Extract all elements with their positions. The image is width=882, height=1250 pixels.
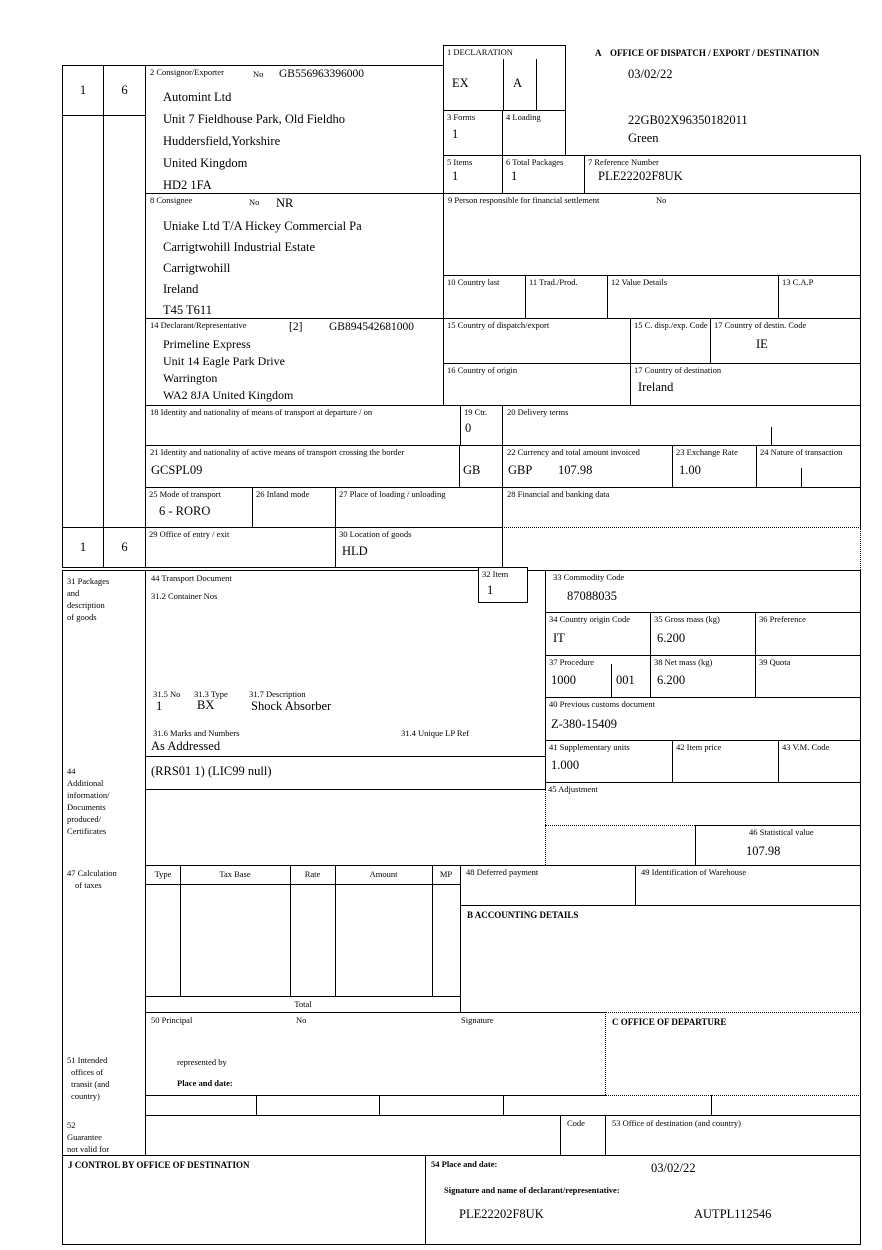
box15b-dispatch-code xyxy=(630,318,711,364)
box22-amount: 107.98 xyxy=(558,463,593,477)
routing-value: Green xyxy=(628,131,659,145)
box47-tax-table xyxy=(145,865,461,1013)
box46-label: 46 Statistical value xyxy=(749,827,814,837)
box32-item xyxy=(478,567,528,603)
box46-value: 107.98 xyxy=(746,844,781,858)
box16-origin-country xyxy=(443,363,631,406)
box44-additional-info xyxy=(145,757,546,790)
box18-label: 18 Identity and nationality of means of transport at departure / on xyxy=(150,407,373,417)
box31-3-value: BX xyxy=(197,698,215,712)
box8-label: 8 Consignee xyxy=(150,195,193,205)
box34-origin-code xyxy=(545,612,651,656)
box2-address xyxy=(163,86,345,196)
box10-country-last xyxy=(443,275,526,319)
box51-label-line: 51 Intended xyxy=(67,1055,108,1065)
divider xyxy=(145,790,146,865)
box51-label-line: offices of xyxy=(71,1067,104,1077)
box50-no-label: No xyxy=(296,1015,307,1025)
box1-declaration xyxy=(443,45,566,111)
divider xyxy=(379,1095,380,1115)
box53-destination-office xyxy=(605,1115,861,1155)
box4-label: 4 Loading xyxy=(506,112,541,122)
copy-number-top xyxy=(62,65,146,116)
divider xyxy=(801,468,802,487)
copy-number-bottom xyxy=(62,527,146,568)
divider xyxy=(771,427,772,445)
box54-auth: AUTPL112546 xyxy=(694,1207,772,1221)
box2-line5: HD2 1FA xyxy=(163,178,212,192)
box42-label: 42 Item price xyxy=(676,742,722,752)
box28-financial-data xyxy=(502,487,861,528)
section-j-control xyxy=(62,1155,426,1245)
box13-cap xyxy=(778,275,861,319)
box44-margin-label xyxy=(67,765,110,837)
box54-signature-label: Signature and name of declarant/representative: xyxy=(444,1185,620,1195)
box32-value: 1 xyxy=(487,583,494,597)
box20-delivery-terms xyxy=(502,405,861,446)
box37-label: 37 Procedure xyxy=(549,657,595,667)
divider xyxy=(180,866,181,996)
box28-label: 28 Financial and banking data xyxy=(507,489,610,499)
divider xyxy=(503,59,504,111)
box5-items xyxy=(443,155,503,194)
box35-gross-mass xyxy=(650,612,756,656)
box45-adjustment xyxy=(545,782,861,825)
box3-forms xyxy=(443,110,503,156)
box41-label: 41 Supplementary units xyxy=(549,742,630,752)
box53-label: 53 Office of destination (and country) xyxy=(612,1118,741,1128)
box52-label-line: 52 xyxy=(67,1120,76,1130)
box44-label-line: Additional xyxy=(67,778,104,788)
box11-label: 11 Trad./Prod. xyxy=(529,277,578,287)
divider xyxy=(432,866,433,996)
box43-vm-code xyxy=(778,740,861,783)
section-b-title: B ACCOUNTING DETAILS xyxy=(467,910,579,920)
box7-value: PLE22202F8UK xyxy=(598,169,683,183)
mrn-value: 22GB02X96350182011 xyxy=(628,113,748,127)
box24-transaction-nature xyxy=(756,445,861,488)
box14-code: [2] xyxy=(289,321,303,333)
box44-value: (RRS01 1) (LIC99 null) xyxy=(151,764,272,778)
tax-header-rate: Rate xyxy=(304,869,321,879)
box54-label: 54 Place and date: xyxy=(431,1159,498,1169)
box50-place-label: Place and date: xyxy=(177,1078,233,1088)
box8-id: NR xyxy=(276,196,294,210)
box39-label: 39 Quota xyxy=(759,657,791,667)
box41-supplementary-units xyxy=(545,740,673,783)
box41-value: 1.000 xyxy=(551,758,580,772)
box31-6-value: As Addressed xyxy=(151,739,221,753)
box30-goods-location xyxy=(335,527,503,568)
box31-label-line: of goods xyxy=(67,612,97,622)
box35-label: 35 Gross mass (kg) xyxy=(654,614,720,624)
copy-number-1: 1 xyxy=(63,66,104,115)
office-a-date: 03/02/22 xyxy=(628,67,673,81)
box26-label: 26 Inland mode xyxy=(256,489,310,499)
box9-financial-settlement xyxy=(443,193,861,276)
box36-preference xyxy=(755,612,861,656)
box17b-value: IE xyxy=(756,337,768,351)
box25-value: 6 - RORO xyxy=(159,504,211,518)
copy-number-6b: 6 xyxy=(121,540,128,554)
box2-line3: Huddersfield,Yorkshire xyxy=(163,134,281,148)
box14-label: 14 Declarant/Representative xyxy=(150,320,247,330)
box31-3-label: 31.3 Type xyxy=(194,689,228,699)
divider xyxy=(146,884,460,885)
box49-warehouse-id xyxy=(635,865,861,906)
box14-eori: GB894542681000 xyxy=(329,321,414,333)
box5-value: 1 xyxy=(452,169,459,183)
box51-label-line: transit (and xyxy=(71,1079,110,1089)
box27-label: 27 Place of loading / unloading xyxy=(339,489,446,499)
box12-label: 12 Value Details xyxy=(611,277,668,287)
section-b-accounting xyxy=(460,905,861,1012)
box49-label: 49 Identification of Warehouse xyxy=(641,867,747,877)
box47-margin-label xyxy=(67,867,117,891)
box36-label: 36 Preference xyxy=(759,614,806,624)
box11-trad-prod xyxy=(525,275,608,319)
box17-label: 17 Country of destination xyxy=(634,365,722,375)
box50-label: 50 Principal xyxy=(151,1015,193,1025)
box19-value: 0 xyxy=(465,421,472,435)
tax-total-label: Total xyxy=(294,999,312,1009)
divider xyxy=(103,115,104,528)
copy-number-6: 6 xyxy=(121,83,128,97)
box8-line1: Uniake Ltd T/A Hickey Commercial Pa xyxy=(163,219,362,233)
box21-value: GCSPL09 xyxy=(151,463,203,477)
box27-loading-place xyxy=(335,487,503,528)
box14-line2: Unit 14 Eagle Park Drive xyxy=(163,354,285,368)
box7-label: 7 Reference Number xyxy=(588,157,659,167)
section-j-title: J CONTROL BY OFFICE OF DESTINATION xyxy=(68,1160,250,1170)
box52-label-line: Guarantee xyxy=(67,1132,102,1142)
box8-consignee xyxy=(145,193,444,319)
box2-line2: Unit 7 Fieldhouse Park, Old Fieldho xyxy=(163,112,345,126)
box38-label: 38 Net mass (kg) xyxy=(654,657,713,667)
box1-label: 1 DECLARATION xyxy=(447,47,513,57)
box46-statistical-value xyxy=(695,825,861,866)
box34-label: 34 Country origin Code xyxy=(549,614,630,624)
box54-reference: PLE22202F8UK xyxy=(459,1207,544,1221)
divider xyxy=(545,790,546,865)
box6-value: 1 xyxy=(511,169,518,183)
box31-margin-label xyxy=(67,575,109,623)
divider xyxy=(145,1115,146,1155)
box22-currency-amount xyxy=(502,445,673,488)
box1-type: EX xyxy=(452,76,469,90)
box2-no-label: No xyxy=(253,69,264,79)
box23-exchange-rate xyxy=(672,445,757,488)
box2-consignor xyxy=(145,65,444,194)
box14-address xyxy=(163,336,293,404)
box8-line5: T45 T611 xyxy=(163,303,212,317)
office-a-title: A OFFICE OF DISPATCH / EXPORT / DESTINATION xyxy=(595,48,820,58)
tax-header-amount: Amount xyxy=(369,869,398,879)
box51-label-line: country) xyxy=(71,1091,100,1101)
box26-inland-mode xyxy=(252,487,336,528)
box8-no-label: No xyxy=(249,197,260,207)
box47-label-line: of taxes xyxy=(75,880,102,890)
divider xyxy=(256,1095,257,1115)
divider xyxy=(146,996,460,997)
box25-transport-mode xyxy=(145,487,253,528)
box17b-destination-code xyxy=(710,318,861,364)
box16-label: 16 Country of origin xyxy=(447,365,518,375)
transit-cells-row xyxy=(145,1095,861,1116)
box34-value: IT xyxy=(553,631,565,645)
box45-label: 45 Adjustment xyxy=(548,784,598,794)
box48-label: 48 Deferred payment xyxy=(466,867,539,877)
divider xyxy=(611,664,612,697)
box25-label: 25 Mode of transport xyxy=(149,489,222,499)
box29-entry-exit-office xyxy=(145,527,336,568)
box31-label-line: 31 Packages xyxy=(67,576,110,586)
box44-label-line: produced/ xyxy=(67,814,101,824)
box31-7-value: Shock Absorber xyxy=(251,699,332,713)
box52-margin-label xyxy=(67,1119,109,1155)
box5-label: 5 Items xyxy=(447,157,473,167)
box54-date: 03/02/22 xyxy=(651,1161,696,1175)
tax-header-type: Type xyxy=(154,869,172,879)
box31-6-label: 31.6 Marks and Numbers xyxy=(153,728,240,738)
divider xyxy=(860,528,861,570)
box7-reference-number xyxy=(584,155,861,194)
box31-2-label: 31.2 Container Nos xyxy=(151,591,218,601)
box44-label-line: information/ xyxy=(67,790,110,800)
box31-5-label: 31.5 No xyxy=(153,689,181,699)
box19-container xyxy=(460,405,503,446)
box31-5-value: 1 xyxy=(156,699,163,713)
copy-number-columns xyxy=(62,115,146,528)
divider xyxy=(290,866,291,996)
box20-label: 20 Delivery terms xyxy=(507,407,569,417)
box14-line4: WA2 8JA United Kingdom xyxy=(163,388,294,402)
box14-line3: Warrington xyxy=(163,371,218,385)
box33-label: 33 Commodity Code xyxy=(553,572,625,582)
box40-value: Z-380-15409 xyxy=(551,717,617,731)
box33-commodity-code xyxy=(545,570,861,613)
box54-place-date xyxy=(425,1155,861,1245)
box13-label: 13 C.A.P xyxy=(782,277,814,287)
box44-label-line: 44 xyxy=(67,766,76,776)
box32-label: 32 Item xyxy=(482,569,509,579)
box38-value: 6.200 xyxy=(657,673,686,687)
box31-label-line: and xyxy=(67,588,80,598)
box3-value: 1 xyxy=(452,127,459,141)
box22-currency: GBP xyxy=(508,463,533,477)
box52-code-label: Code xyxy=(567,1118,585,1128)
box44t-label: 44 Transport Document xyxy=(151,573,232,583)
box38-net-mass xyxy=(650,655,756,698)
box17-destination-country xyxy=(630,363,861,406)
tax-header-mp: MP xyxy=(439,869,453,879)
box35-value: 6.200 xyxy=(657,631,686,645)
box15b-label: 15 C. disp./exp. Code xyxy=(634,320,708,330)
box24-label: 24 Nature of transaction xyxy=(760,447,843,457)
box44-label-line: Documents xyxy=(67,802,106,812)
box50-signature-label: Signature xyxy=(461,1015,494,1025)
box39-quota xyxy=(755,655,861,698)
box19-label: 19 Ctr. xyxy=(464,407,488,417)
box23-value: 1.00 xyxy=(679,463,701,477)
box8-line3: Carrigtwohill xyxy=(163,261,231,275)
box10-label: 10 Country last xyxy=(447,277,500,287)
box21-label: 21 Identity and nationality of active means of transport crossing the border xyxy=(150,447,405,457)
box52-label-line: not valid for xyxy=(67,1144,110,1154)
box31-label-line: description xyxy=(67,600,105,610)
box6-total-packages xyxy=(502,155,585,194)
divider xyxy=(503,1095,504,1115)
box2-label: 2 Consignor/Exporter xyxy=(150,67,224,77)
box14-declarant xyxy=(145,318,444,406)
box9-label: 9 Person responsible for financial settlement xyxy=(448,195,600,205)
box14-line1: Primeline Express xyxy=(163,337,251,351)
box44-label-line: Certificates xyxy=(67,826,107,836)
box33-value: 87088035 xyxy=(567,589,617,603)
box17b-label: 17 Country of destin. Code xyxy=(714,320,807,330)
box2-eori: GB556963396000 xyxy=(279,68,364,80)
box15-label: 15 Country of dispatch/export xyxy=(447,320,550,330)
box21-nationality: GB xyxy=(463,463,481,477)
box15-dispatch-country xyxy=(443,318,631,364)
copy-number-1b: 1 xyxy=(63,528,104,567)
box40-previous-document xyxy=(545,697,861,741)
box37-value2: 001 xyxy=(616,673,635,687)
box50-represented-label: represented by xyxy=(177,1057,227,1067)
box30-value: HLD xyxy=(342,544,368,558)
divider xyxy=(459,446,460,487)
box18-transport-departure xyxy=(145,405,461,446)
section-c-title: C OFFICE OF DEPARTURE xyxy=(612,1017,727,1027)
box50-principal xyxy=(145,1012,605,1095)
box6-label: 6 Total Packages xyxy=(506,157,564,167)
box37-value1: 1000 xyxy=(551,673,576,687)
box23-label: 23 Exchange Rate xyxy=(676,447,738,457)
box8-line2: Carrigtwohill Industrial Estate xyxy=(163,240,316,254)
divider xyxy=(536,59,537,111)
box42-item-price xyxy=(672,740,779,783)
divider xyxy=(711,1095,712,1115)
box3-label: 3 Forms xyxy=(447,112,476,122)
box31-4-label: 31.4 Unique LP Ref xyxy=(401,728,470,738)
box21-active-transport xyxy=(145,445,503,488)
box8-address xyxy=(163,216,362,321)
box31-7-label: 31.7 Description xyxy=(249,689,306,699)
box47-label-line: 47 Calculation xyxy=(67,868,117,878)
box8-line4: Ireland xyxy=(163,282,199,296)
box12-value-details xyxy=(607,275,779,319)
box51-margin-label xyxy=(67,1054,109,1102)
box2-line4: United Kingdom xyxy=(163,156,248,170)
box9-no-label: No xyxy=(656,195,667,205)
box40-label: 40 Previous customs document xyxy=(549,699,656,709)
box48-deferred-payment xyxy=(460,865,636,906)
divider xyxy=(335,866,336,996)
box1-subtype: A xyxy=(513,76,523,90)
box52-code-cell xyxy=(560,1115,606,1155)
box22-label: 22 Currency and total amount invoiced xyxy=(507,447,640,457)
box2-line1: Automint Ltd xyxy=(163,90,232,104)
divider xyxy=(545,825,695,826)
box17-value: Ireland xyxy=(638,380,674,394)
box29-label: 29 Office of entry / exit xyxy=(149,529,230,539)
goods-margin-column xyxy=(62,570,146,1155)
section-c-departure xyxy=(605,1012,861,1095)
tax-header-base: Tax Base xyxy=(219,869,251,879)
box4-loading xyxy=(502,110,566,156)
box37-procedure xyxy=(545,655,651,698)
box43-label: 43 V.M. Code xyxy=(782,742,830,752)
box30-label: 30 Location of goods xyxy=(339,529,412,539)
